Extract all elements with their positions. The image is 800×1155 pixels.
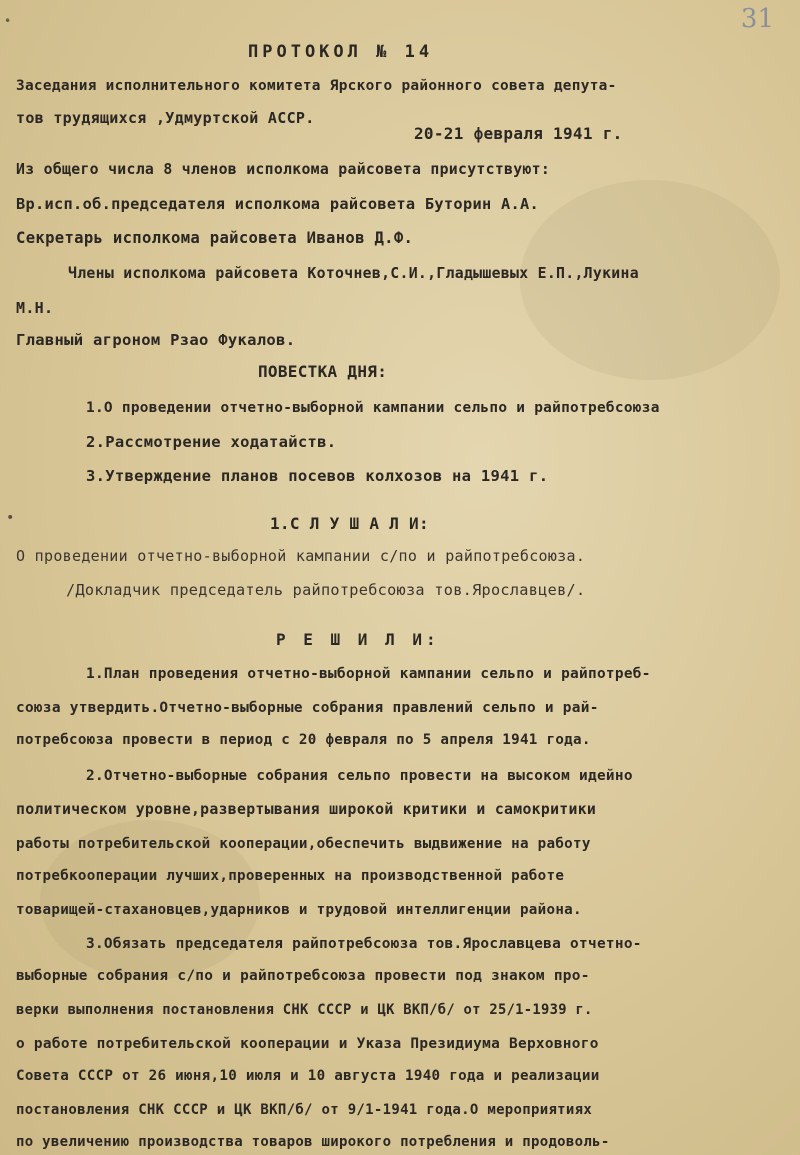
text-line: Секретарь исполкома райсовета Иванов Д.Ф. (16, 229, 414, 247)
text-line: верки выполнения постановления СНК СССР и ЦК ВКП/б/ от 25/1-1939 г. (16, 1002, 593, 1018)
text-line: О проведении отчетно-выборной кампании с/по и райпотребсоюза. (16, 547, 586, 565)
agenda-item: 1.О проведении отчетно-выборной кампании сельпо и райпотребсоюза (86, 400, 660, 416)
text-line: М.Н. (16, 299, 54, 317)
text-line: Вр.исп.об.председателя исполкома райсовета Буторин А.А. (16, 195, 540, 213)
document-title: ПРОТОКОЛ № 14 (248, 42, 434, 62)
heard-title: 1.С Л У Ш А Л И: (270, 514, 429, 533)
text-line: выборные собрания с/по и райпотребсоюза провести под знаком про- (16, 968, 590, 984)
text-line: союза утвердить.Отчетно-выборные собрания правлений сельпо и рай- (16, 700, 599, 716)
text-line: 2.Отчетно-выборные собрания сельпо провести на высоком идейно (86, 768, 633, 784)
text-line: 3.Обязать председателя райпотребсоюза тов.Ярославцева отчетно- (86, 936, 642, 952)
document-date: 20-21 февраля 1941 г. (414, 124, 623, 143)
text-line: работы потребительской кооперации,обеспечить выдвижение на работу (16, 836, 591, 852)
text-line: тов трудящихся ,Удмуртской АССР. (16, 109, 315, 127)
text-line: Совета СССР от 26 июня,10 июля и 10 августа 1940 года и реализации (16, 1068, 600, 1084)
margin-mark: • (6, 510, 15, 526)
text-line: потребсоюза провести в период с 20 февраля по 5 апреля 1941 года. (16, 732, 591, 748)
page-number: 31 (740, 4, 774, 34)
text-line: Главный агроном Рзао Фукалов. (16, 331, 296, 349)
text-line: политическом уровне,развертывания широкой критики и самокритики (16, 801, 597, 818)
text-line: по увеличению производства товаров широкого потребления и продоволь- (16, 1134, 610, 1150)
text-line: товарищей-стахановцев,ударников и трудовой интеллигенции района. (16, 902, 582, 918)
agenda-item: 3.Утверждение планов посевов колхозов на 1941 г. (86, 467, 549, 485)
agenda-item: 2.Рассмотрение ходатайств. (86, 433, 337, 451)
text-line: Члены исполкома райсовета Коточнев,С.И.,Гладышевых Е.П.,Лукина (68, 265, 639, 282)
corner-mark: • (4, 14, 12, 28)
text-line: /Докладчик председатель райпотребсоюза тов.Ярославцев/. (66, 581, 586, 599)
agenda-title: ПОВЕСТКА ДНЯ: (258, 362, 388, 381)
text-line: потребкооперации лучших,проверенных на производственной работе (16, 868, 565, 884)
decided-title: Р Е Ш И Л И: (276, 630, 440, 649)
text-line: Заседания исполнительного комитета Ярского районного совета депута- (16, 78, 617, 94)
text-line: 1.План проведения отчетно-выборной кампании сельпо и райпотреб- (86, 666, 651, 682)
text-line: Из общего числа 8 членов исполкома райсовета присутствуют: (16, 161, 551, 178)
text-line: о работе потребительской кооперации и Указа Президиума Верховного (16, 1036, 599, 1052)
text-line: постановления СНК СССР и ЦК ВКП/б/ от 9/1-1941 года.О мероприятиях (16, 1102, 593, 1118)
